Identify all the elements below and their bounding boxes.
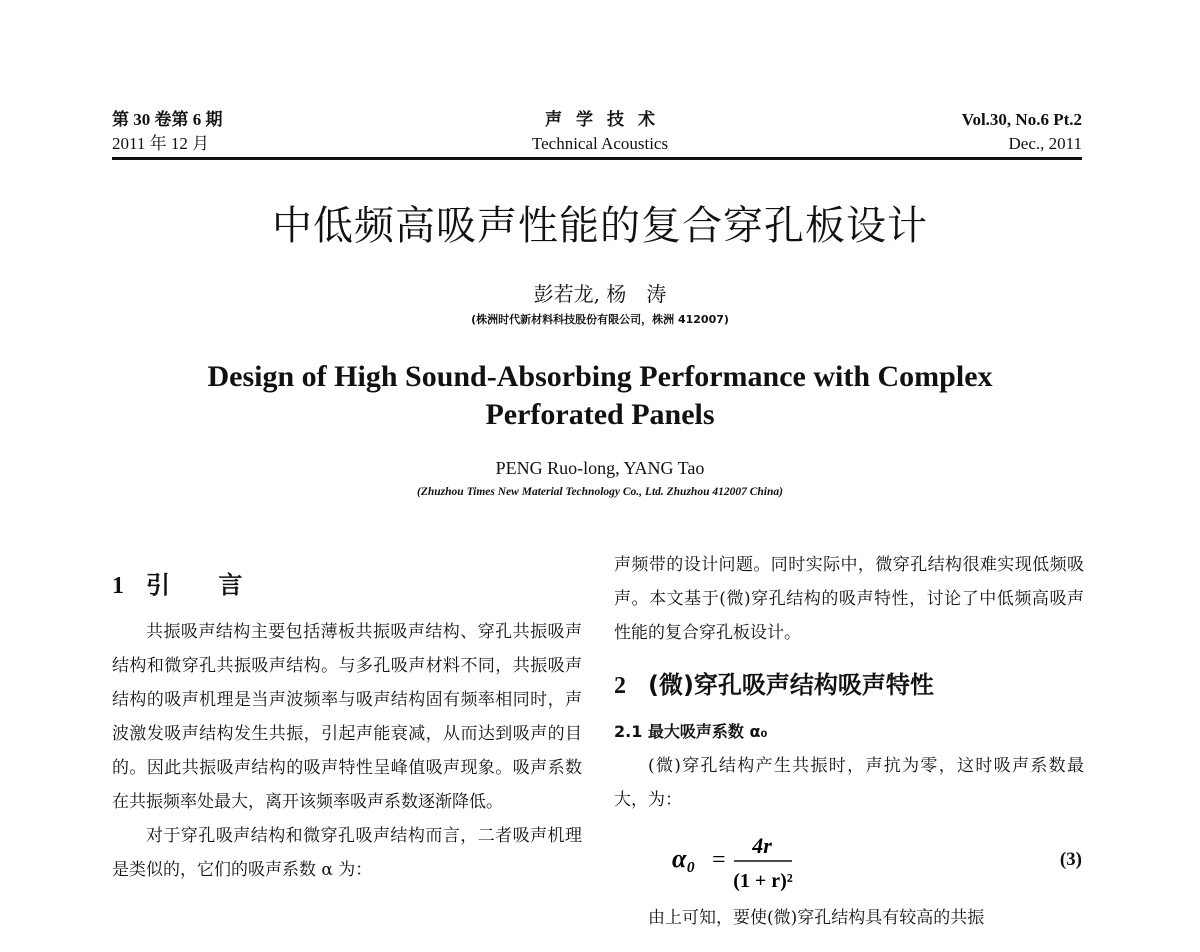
section-title: 引 言 — [146, 571, 263, 599]
paper-title-en — [0, 358, 1200, 434]
affiliation-en: (Zhuzhou Times New Material Technology Co., Ltd. Zhuzhou 412007 China) — [417, 486, 783, 498]
paper-title-en-line2: Perforated Panels — [485, 398, 715, 431]
paragraph: 由上可知，要使(微)穿孔结构具有较高的共振 — [648, 908, 985, 928]
section-number: 1 — [112, 573, 124, 599]
journal-name-cn: 声学技术 — [545, 110, 669, 129]
section-heading-1 — [112, 568, 582, 603]
publication-date-en: Dec., 2011 — [1008, 134, 1082, 153]
equation-numerator: 4r — [752, 833, 772, 858]
volume-issue: 第 30 卷第 6 期 — [112, 110, 223, 129]
equation-3 — [614, 821, 1084, 901]
paragraph: 对于穿孔吸声结构和微穿孔吸声结构而言，二者吸声机理是类似的，它们的吸声系数 α 为： — [112, 826, 582, 880]
section-heading-2 — [614, 668, 1084, 703]
paragraph: 共振吸声结构主要包括薄板共振吸声结构、穿孔共振吸声结构和微穿孔共振吸声结构。与多孔吸声材料不同，共振吸声结构的吸声机理是当声波频率与吸声结构固有频率相同时，声波激发吸声结构发生共振，引起声能衰减，从而达到吸声的目的。因此共振吸声结构的吸声特性呈峰值吸声现象。吸声系数在共振频率处最大，离开该频率吸声系数逐渐降低。 — [112, 622, 582, 812]
section-title: (微)穿孔吸声结构吸声特性 — [648, 671, 934, 699]
paper-title-cn: 中低频高吸声性能的复合穿孔板设计 — [272, 203, 928, 249]
paragraph: (微)穿孔结构产生共振时，声抗为零，这时吸声系数最大，为： — [614, 756, 1084, 810]
journal-name-en: Technical Acoustics — [531, 134, 669, 153]
paper-title-en-line1: Design of High Sound-Absorbing Performance with Complex — [207, 360, 993, 393]
publication-date-cn: 2011 年 12 月 — [112, 134, 210, 153]
journal-issue-info — [112, 108, 412, 156]
left-column — [112, 548, 582, 887]
subsection-heading: 2.1 最大吸声系数 α₀ — [614, 722, 768, 741]
right-column — [614, 548, 1084, 935]
journal-name — [440, 108, 760, 156]
equation-formula — [662, 825, 862, 897]
header-rule — [112, 157, 1082, 160]
equation-label: (3) — [1059, 849, 1082, 870]
equation-equals: = — [712, 847, 726, 873]
authors-en: PENG Ruo-long, YANG Tao — [495, 458, 705, 478]
volume-number-en: Vol.30, No.6 Pt.2 — [961, 110, 1082, 129]
equation-lhs: α₀ — [672, 844, 696, 873]
paragraph-continued: 声频带的设计问题。同时实际中，微穿孔结构很难实现低频吸声。本文基于(微)穿孔结构的吸声特性，讨论了中低频高吸声性能的复合穿孔板设计。 — [614, 555, 1084, 643]
journal-volume-en — [780, 108, 1082, 156]
authors-cn: 彭若龙, 杨 涛 — [533, 282, 667, 306]
equation-denominator: (1 + r)² — [733, 870, 793, 892]
section-number: 2 — [614, 673, 626, 699]
affiliation-cn: (株洲时代新材料科技股份有限公司，株洲 412007) — [471, 313, 729, 326]
